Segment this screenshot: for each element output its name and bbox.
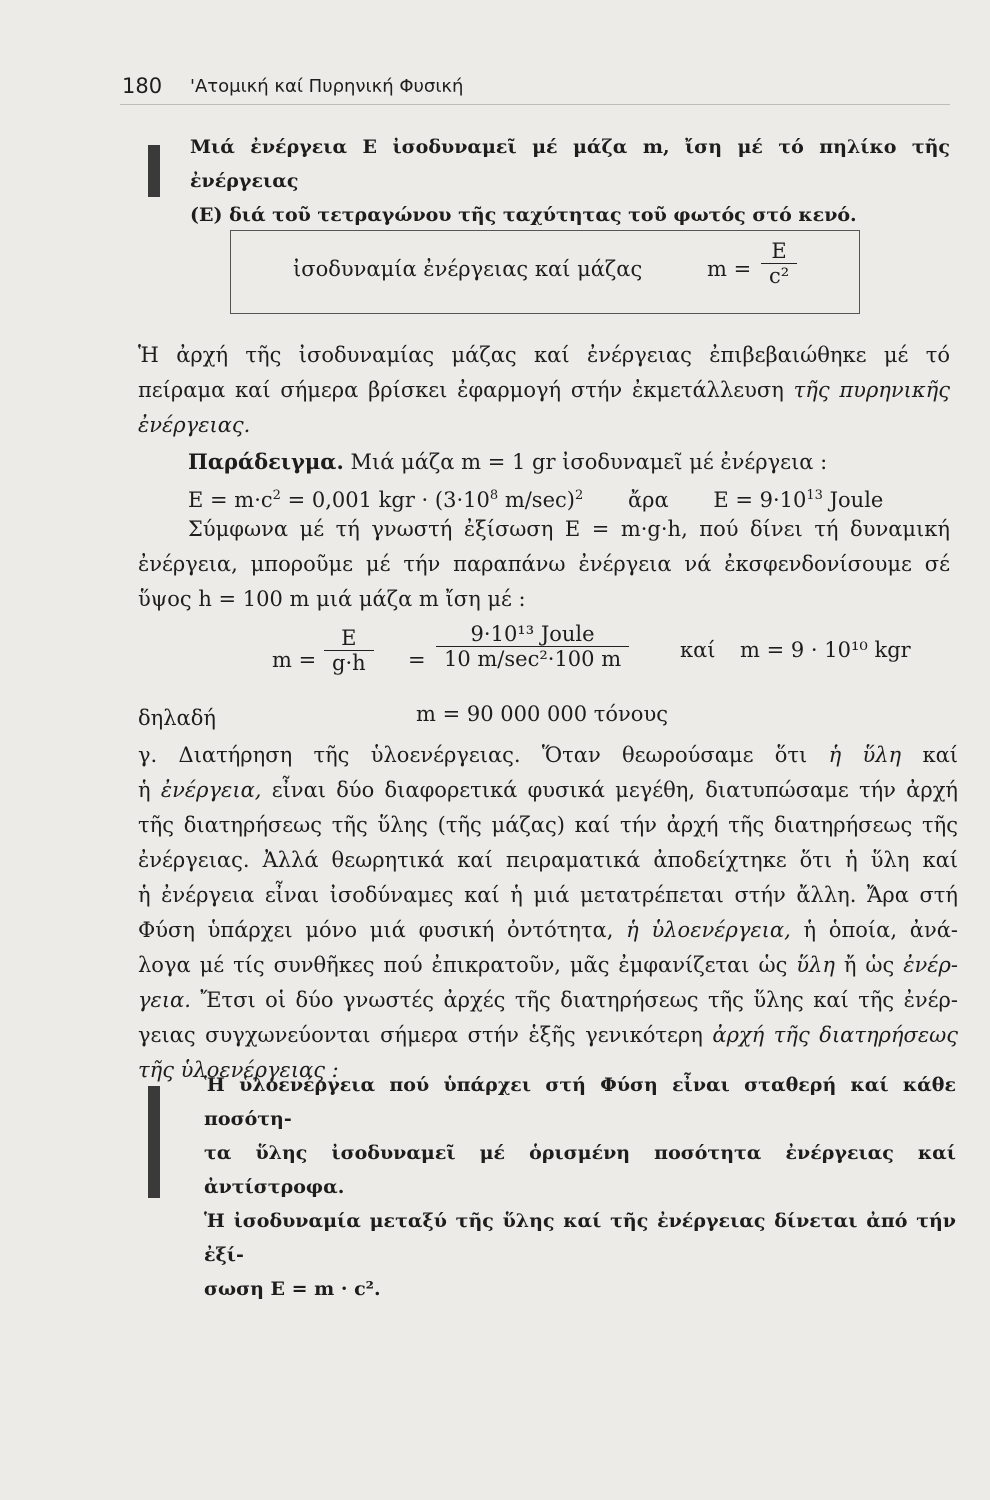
text-part: ἡ (138, 778, 151, 802)
fraction-denominator: g·h (332, 651, 366, 675)
exponent: 8 (489, 488, 499, 503)
formula2-fraction-1 (324, 626, 374, 675)
italic-text: ἐνέργειας. (138, 413, 251, 437)
fraction-numerator: 9·10¹³ Joule (436, 622, 629, 647)
italic-text: ὕλη (796, 953, 835, 977)
text-part: ἤ ὡς (843, 953, 895, 977)
section-conservation (138, 738, 958, 1088)
exponent: 2 (272, 488, 281, 503)
formula2-kai: καί (680, 638, 716, 662)
example-label: Παράδειγμα. (188, 449, 344, 474)
text-part: καί (922, 743, 958, 767)
text-part: Ἔτσι οἱ δύο γνωστές ἀρχές τῆς διατηρήσεως τῆς ὕλης καί τῆς ἐνέρ- (200, 988, 958, 1012)
italic-text: τῆς ὑλοενέργειας : (138, 1058, 339, 1082)
calc-part: E = 9·10 (713, 488, 807, 512)
text-line: Ἡ ἀρχή τῆς ἰσοδυναμίας μάζας καί ἐνέργειας ἐπιβεβαιώθηκε μέ τό (138, 343, 950, 367)
text-part: λογα μέ τίς συνθῆκες πού ἐπικρατοῦν, μᾶς ἐμφανίζεται ὡς (138, 953, 788, 977)
example-text: Μιά μάζα m = 1 gr ἰσοδυναμεῖ μέ ἐνέργεια : (350, 450, 828, 474)
text-line: τῆς διατηρήσεως τῆς ὕλης (τῆς μάζας) καί τήν ἀρχή τῆς διατηρήσεως τῆς (138, 813, 958, 837)
formula2-equals: = (408, 648, 426, 672)
law-line: Ἡ ἰσοδυναμία μεταξύ τῆς ὕλης καί τῆς ἐνέργειας δίνεται ἀπό τήν ἐξί- (204, 1210, 956, 1266)
formula-fraction (761, 239, 797, 288)
calc-part: Joule (822, 488, 884, 512)
law-line: τα ὕλης ἰσοδυναμεῖ μέ ὁρισμένη ποσότητα ἐνέργειας καί ἀντίστροφα. (204, 1142, 956, 1198)
section-heading: γ. Διατήρηση τῆς ὑλοενέργειας. Ὅταν θεωρούσαμε ὅτι (138, 743, 808, 767)
highlight-bar (148, 145, 160, 197)
italic-text: ἀρχή τῆς διατηρήσεως (712, 1023, 958, 1047)
text-line: ὕψος h = 100 m μιά μάζα m ἴση μέ : (138, 587, 526, 611)
text-line: Σύμφωνα μέ τή γνωστή ἐξίσωση E = m·g·h, πού δίνει τή δυναμική (188, 517, 950, 541)
calc-part: E = m·c (188, 488, 273, 512)
exponent: 13 (806, 488, 823, 503)
text-line: ἡ ἐνέργεια εἶναι ἰσοδύναμες καί ἡ μιά μετατρέπεται στήν ἄλλη. Ἄρα στή (138, 883, 958, 907)
delady-value: m = 90 000 000 τόνους (416, 702, 668, 726)
text-part: ἡ ὁποία, ἀνά- (803, 918, 958, 942)
italic-text: ἐνέρ- (903, 953, 958, 977)
text-part: γειας συγχωνεύονται σήμερα στήν ἑξῆς γενικότερη (138, 1023, 703, 1047)
italic-text: ἡ ὕλη (828, 743, 902, 767)
header-divider (120, 104, 950, 105)
calc-part: ἄρα (627, 488, 669, 512)
delady-label: δηλαδή (138, 706, 216, 730)
formula-lhs: m = (707, 257, 752, 281)
calc-part: = 0,001 kgr · (3·10 (280, 488, 490, 512)
definition-statement (190, 130, 950, 232)
formula-denominator: c² (769, 264, 790, 288)
calc-part: m/sec) (498, 488, 575, 512)
paragraph-principle (138, 338, 950, 443)
exponent: 2 (574, 488, 584, 503)
formula-label: ἰσοδυναμία ἐνέργειας καί μάζας (293, 257, 643, 281)
text-part: Φύση ὑπάρχει μόνο μιά φυσική ὀντότητα, (138, 918, 614, 942)
formula2-result: m = 9 · 10¹⁰ kgr (740, 638, 911, 662)
fraction-denominator: 10 m/sec²·100 m (444, 647, 622, 671)
running-header: 'Ατομική καί Πυρηνική Φυσική (190, 76, 464, 97)
example-line (188, 444, 948, 480)
formula-box (230, 230, 860, 314)
fraction-numerator: E (324, 626, 374, 651)
definition-line: Μιά ἐνέργεια Ε ἰσοδυναμεῖ μέ μάζα m, ἴση μέ τό πηλίκο τῆς ἐνέργειας (190, 136, 950, 192)
paragraph-potential-energy (138, 512, 950, 617)
law-line: Ἡ ὑλοενέργεια πού ὑπάρχει στή Φύση εἶναι σταθερή καί κάθε ποσότη- (204, 1074, 956, 1130)
italic-text: ἡ ὑλοενέργεια, (626, 918, 791, 942)
formula2-fraction-2 (436, 622, 629, 671)
conservation-law-statement (204, 1068, 956, 1306)
highlight-bar (148, 1086, 160, 1198)
text-line: πείραμα καί σήμερα βρίσκει ἐφαρμογή στήν ἐκμετάλλευση (138, 378, 784, 402)
formula2-lhs: m = (272, 648, 317, 672)
page-number: 180 (122, 74, 163, 98)
text-part: εἶναι δύο διαφορετικά φυσικά μεγέθη, διατυπώσαμε τήν ἀρχή (271, 778, 958, 802)
italic-text: ἐνέργεια, (160, 778, 262, 802)
formula-numerator: E (761, 239, 797, 264)
italic-text: τῆς πυρηνικῆς (793, 378, 950, 402)
definition-line: (Ε) διά τοῦ τετραγώνου τῆς ταχύτητας τοῦ φωτός στό κενό. (190, 204, 857, 226)
italic-text: γεια. (138, 988, 191, 1012)
text-line: ἐνέργεια, μποροῦμε μέ τήν παραπάνω ἐνέργεια νά ἐκσφενδονίσουμε σέ (138, 552, 950, 576)
text-line: ἐνέργειας. Ἀλλά θεωρητικά καί πειραματικά ἀποδείχτηκε ὅτι ἡ ὕλη καί (138, 848, 958, 872)
law-line: σωση E = m · c². (204, 1278, 381, 1300)
